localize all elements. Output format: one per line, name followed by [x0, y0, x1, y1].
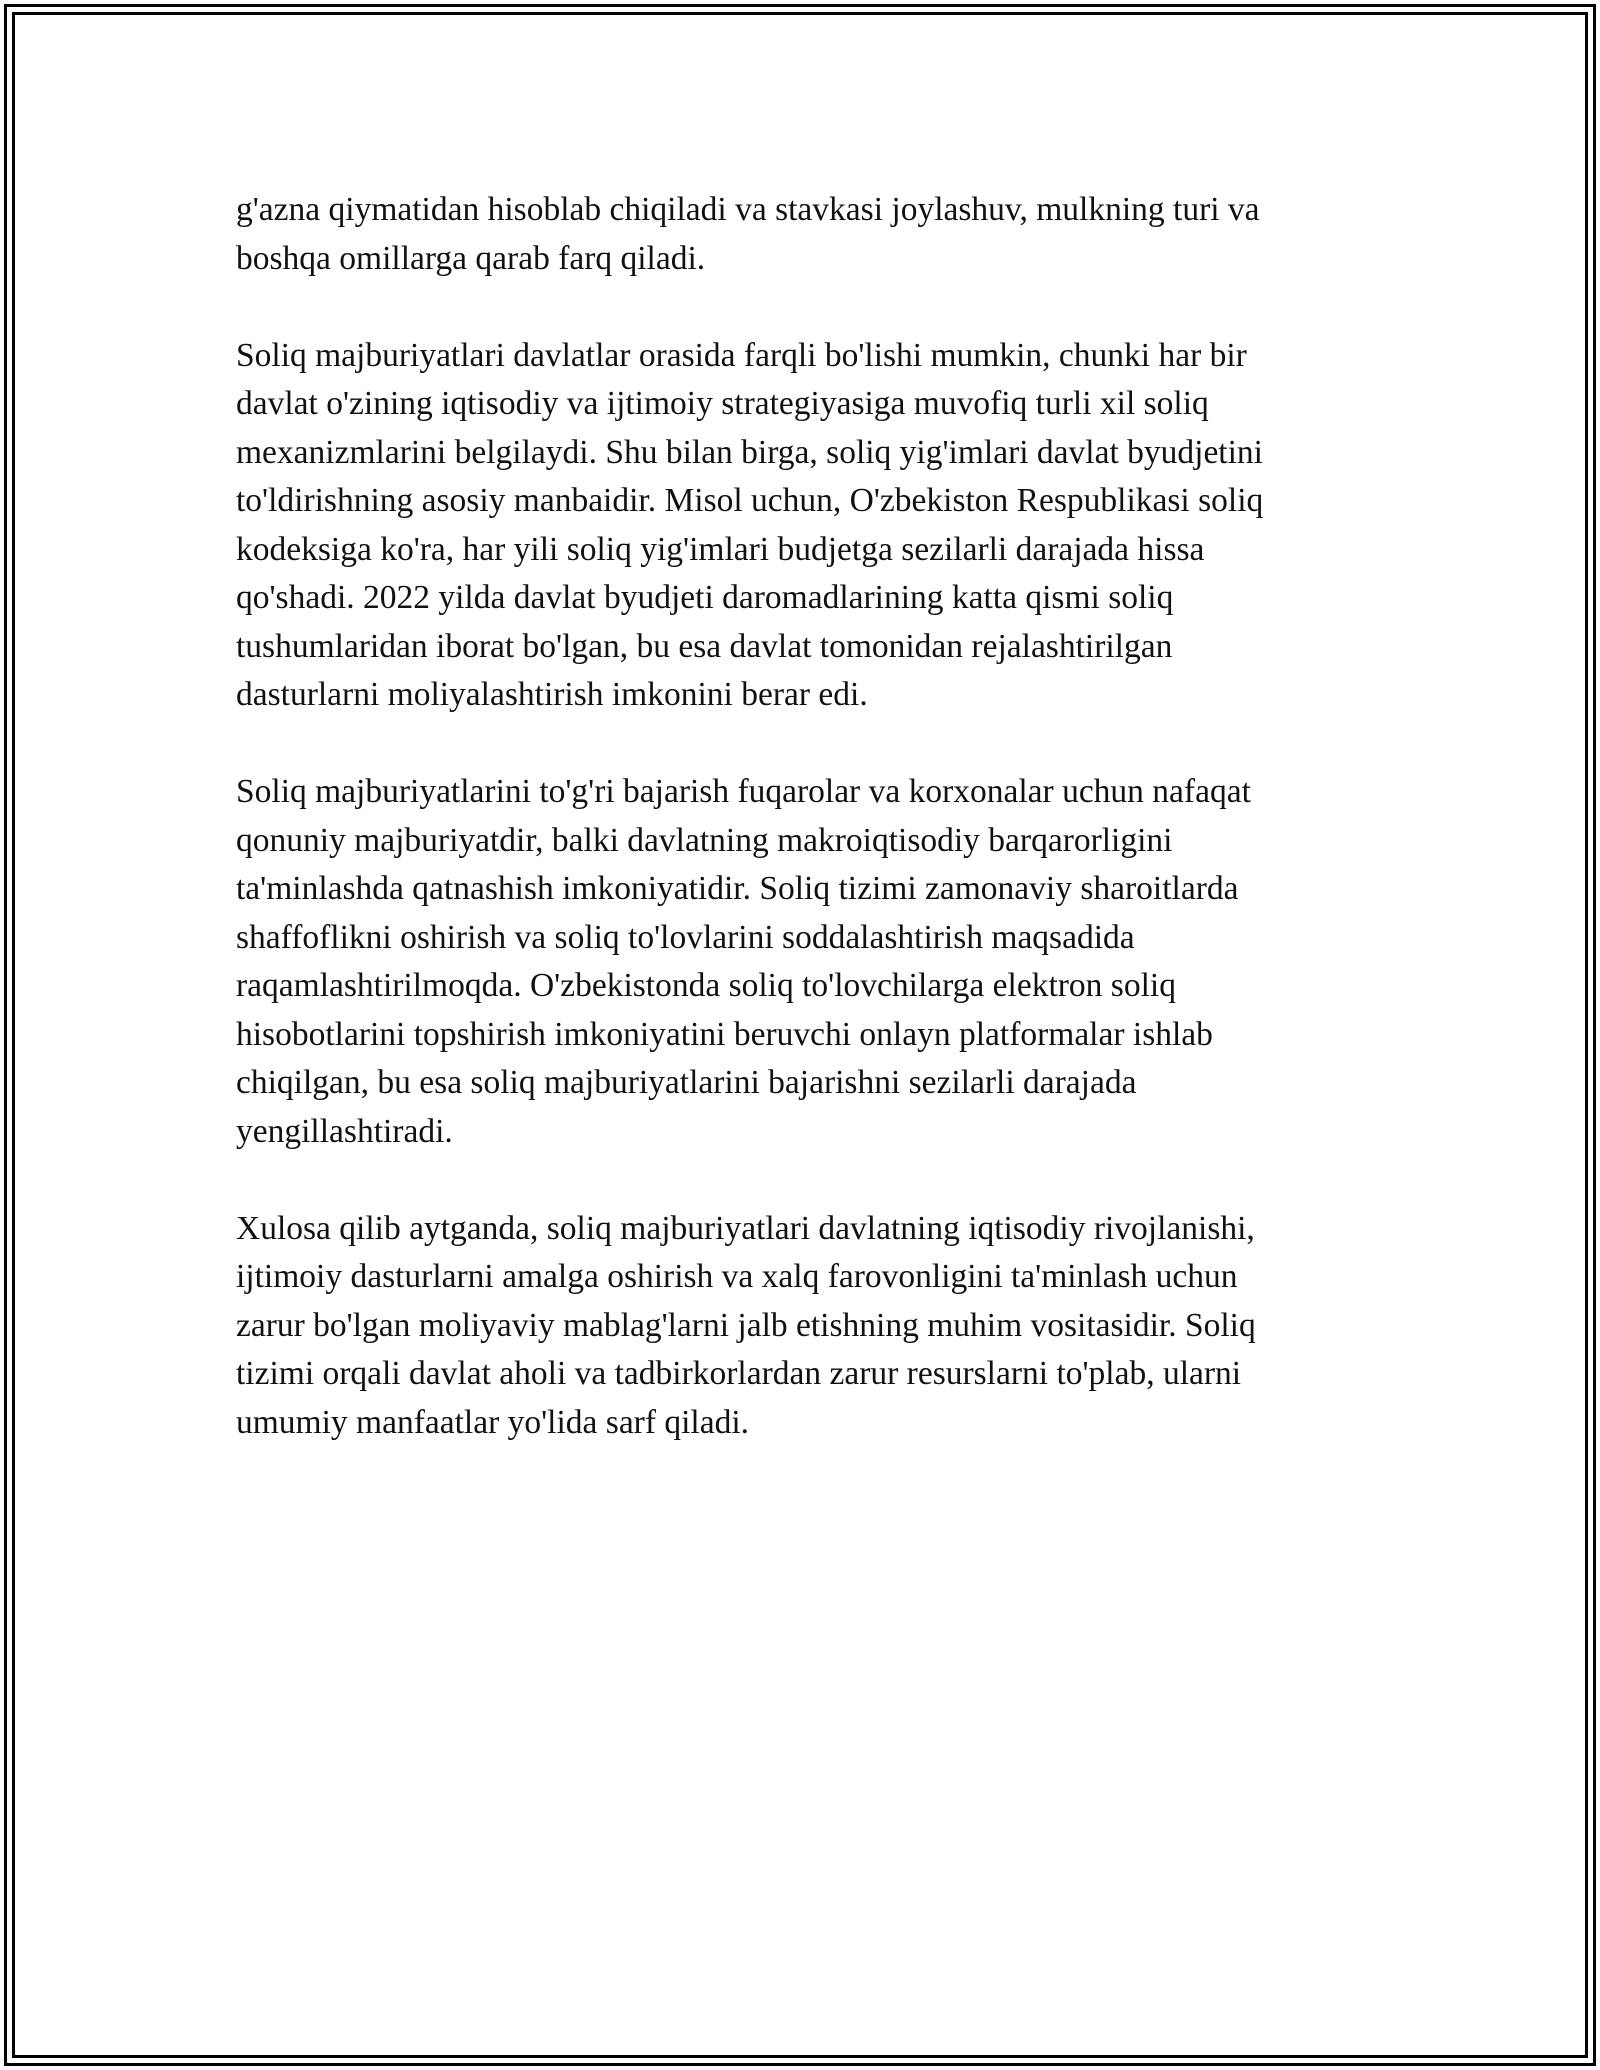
paragraph-tax-compliance-digitalization: Soliq majburiyatlarini to'g'ri bajarish fuqarolar va korxonalar uchun nafaqat qonuniy majburiyatdir, balki davlatning makroiqtisodiy barqarorligini ta'minlashda qatnashish imkoniyatidir. Soliq tizimi zamonaviy sharoitlarda shaffoflikni oshirish va soliq to'lovlarini soddalashtirish maqsadida raqamlashtirilmoqda. O'zbekistonda soliq to'lovchilarga elektron soliq hisobotlarini topshirish imkoniyatini beruvchi onlayn platformalar ishlab chiqilgan, bu esa soliq majburiyatlarini bajarishni sezilarli darajada yengillashtiradi.: [236, 773, 1251, 1150]
paragraph-property-tax-continuation: g'azna qiymatidan hisoblab chiqiladi va stavkasi joylashuv, mulkning turi va boshqa omillarga qarab farq qiladi.: [236, 191, 1260, 277]
document-body: [236, 186, 1366, 1496]
paragraph-tax-obligations-by-state: Soliq majburiyatlari davlatlar orasida farqli bo'lishi mumkin, chunki har bir davlat o'zining iqtisodiy va ijtimoiy strategiyasiga muvofiq turli xil soliq mexanizmlarini belgilaydi. Shu bilan birga, soliq yig'imlari davlat byudjetini to'ldirishning asosiy manbaidir. Misol uchun, O'zbekiston Respublikasi soliq kodeksiga ko'ra, har yili soliq yig'imlari budjetga sezilarli darajada hissa qo'shadi. 2022 yilda davlat byudjeti daromadlarining katta qismi soliq tushumlaridan iborat bo'lgan, bu esa davlat tomonidan rejalashtirilgan dasturlarni moliyalashtirish imkonini berar edi.: [236, 336, 1264, 713]
paragraph-conclusion: Xulosa qilib aytganda, soliq majburiyatlari davlatning iqtisodiy rivojlanishi, ijtimoiy dasturlarni amalga oshirish va xalq farovonligini ta'minlash uchun zarur bo'lgan moliyaviy mablag'larni jalb etishning muhim vositasidir. Soliq tizimi orqali davlat aholi va tadbirkorlardan zarur resurslarni to'plab, ularni umumiy manfaatlar yo'lida sarf qiladi.: [236, 1209, 1256, 1441]
